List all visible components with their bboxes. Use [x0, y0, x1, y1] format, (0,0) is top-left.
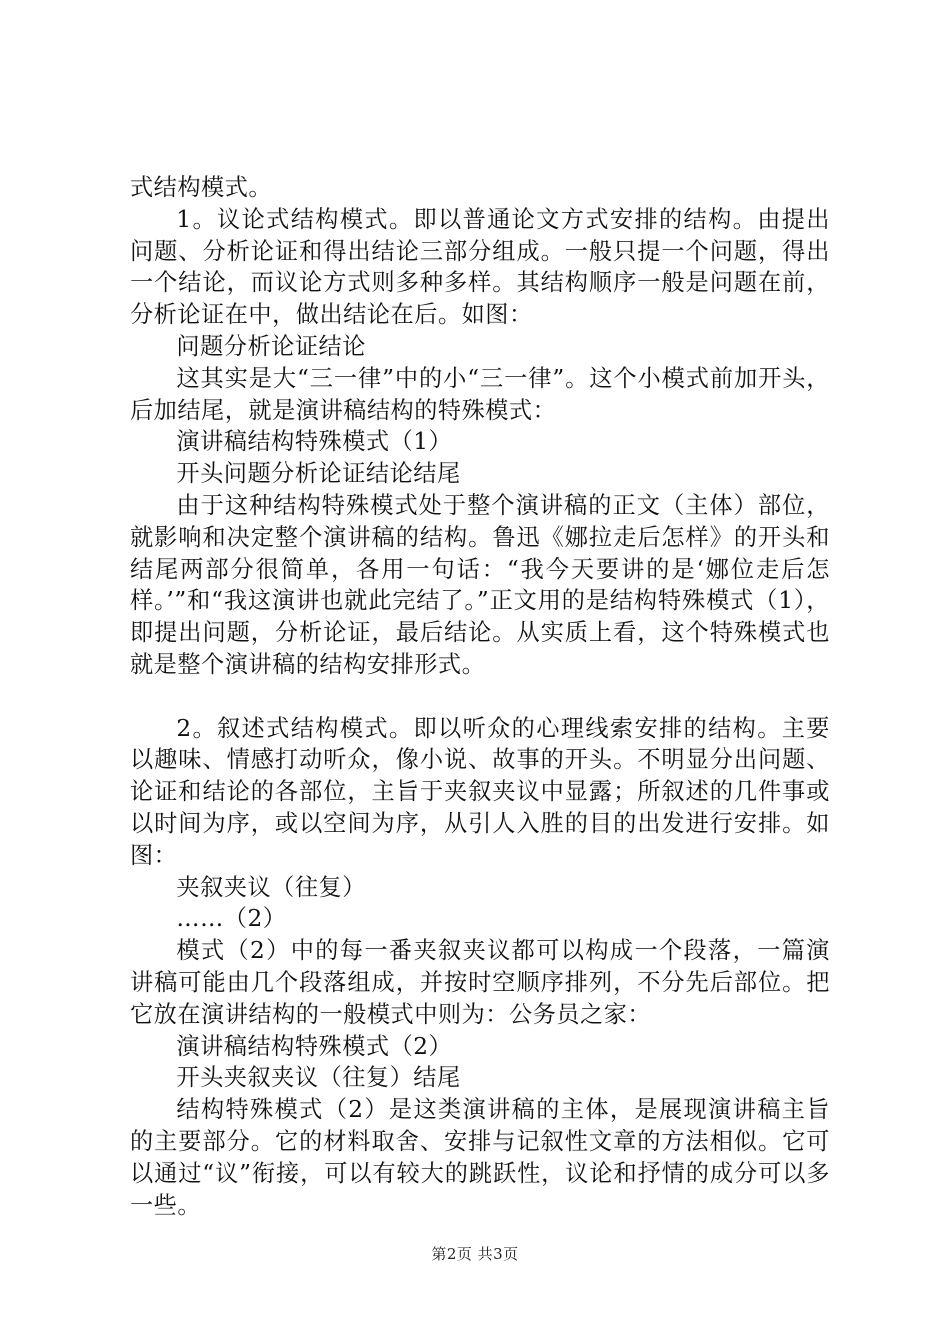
paragraph-continuation: 式结构模式。: [130, 174, 273, 201]
paragraph-lu-xun-example: 由于这种结构特殊模式处于整个演讲稿的正文（主体）部位，就影响和决定整个演讲稿的结构。鲁迅《娜拉走后怎样》的开头和结尾两部分很简单，各用一句话：“我今天要讲的是‘娜位走后怎样。’”和“我这演讲也就此完结了。”正文用的是结构特殊模式（1），即提出问题，分析论证，最后结论。从实质上看，这个特殊模式也就是整个演讲稿的结构安排形式。: [130, 491, 830, 678]
paragraph-argument-mode: 1。议论式结构模式。即以普通论文方式安排的结构。由提出问题、分析论证和得出结论三部分组成。一般只提一个问题，得出一个结论，而议论方式则多种多样。其结构顺序一般是问题在前，分析论证在中，做出结论在后。如图：: [130, 205, 830, 329]
diagram-title-mode-2: 演讲稿结构特殊模式（2）: [176, 1032, 453, 1060]
diagram-line-narrative: 夹叙夹议（往复）: [176, 873, 366, 901]
diagram-title-mode-1: 演讲稿结构特殊模式（1）: [176, 428, 453, 456]
paragraph-mode-2-body: 结构特殊模式（2）是这类演讲稿的主体，是展现演讲稿主旨的主要部分。它的材料取舍、安排与记叙性文章的方法相似。它可以通过“议”衔接，可以有较大的跳跃性，议论和抒情的成分可以多一些。: [130, 1096, 830, 1219]
diagram-line-argument: 问题分析论证结论: [176, 332, 366, 360]
diagram-line-mode-2: 开头夹叙夹议（往复）结尾: [176, 1064, 461, 1092]
paragraph-narrative-mode: 2。叙述式结构模式。即以听众的心理线索安排的结构。主要以趣味、情感打动听众，像小说、故事的开头。不明显分出问题、论证和结论的各部位，主旨于夹叙夹议中显露；所叙述的几件事或以时间为序，或以空间为序，从引人入胜的目的出发进行安排。如图：: [130, 714, 830, 869]
paragraph-mode-2-explanation: 模式（2）中的每一番夹叙夹议都可以构成一个段落，一篇演讲稿可能由几个段落组成，并按时空顺序排列，不分先后部位。把它放在演讲结构的一般模式中则为：公务员之家：: [130, 937, 830, 1028]
document-body: [130, 172, 830, 1221]
page-footer: [0, 1243, 950, 1264]
page-number-label: 第2页 共3页: [431, 1245, 519, 1263]
diagram-line-mode-1: 开头问题分析论证结论结尾: [176, 460, 461, 488]
paragraph-three-unities: 这其实是大“三一律”中的小“三一律”。这个小模式前加开头，后加结尾，就是演讲稿结构的特殊模式：: [130, 364, 830, 424]
diagram-ellipsis-mode-2: ……（2）: [176, 905, 287, 933]
